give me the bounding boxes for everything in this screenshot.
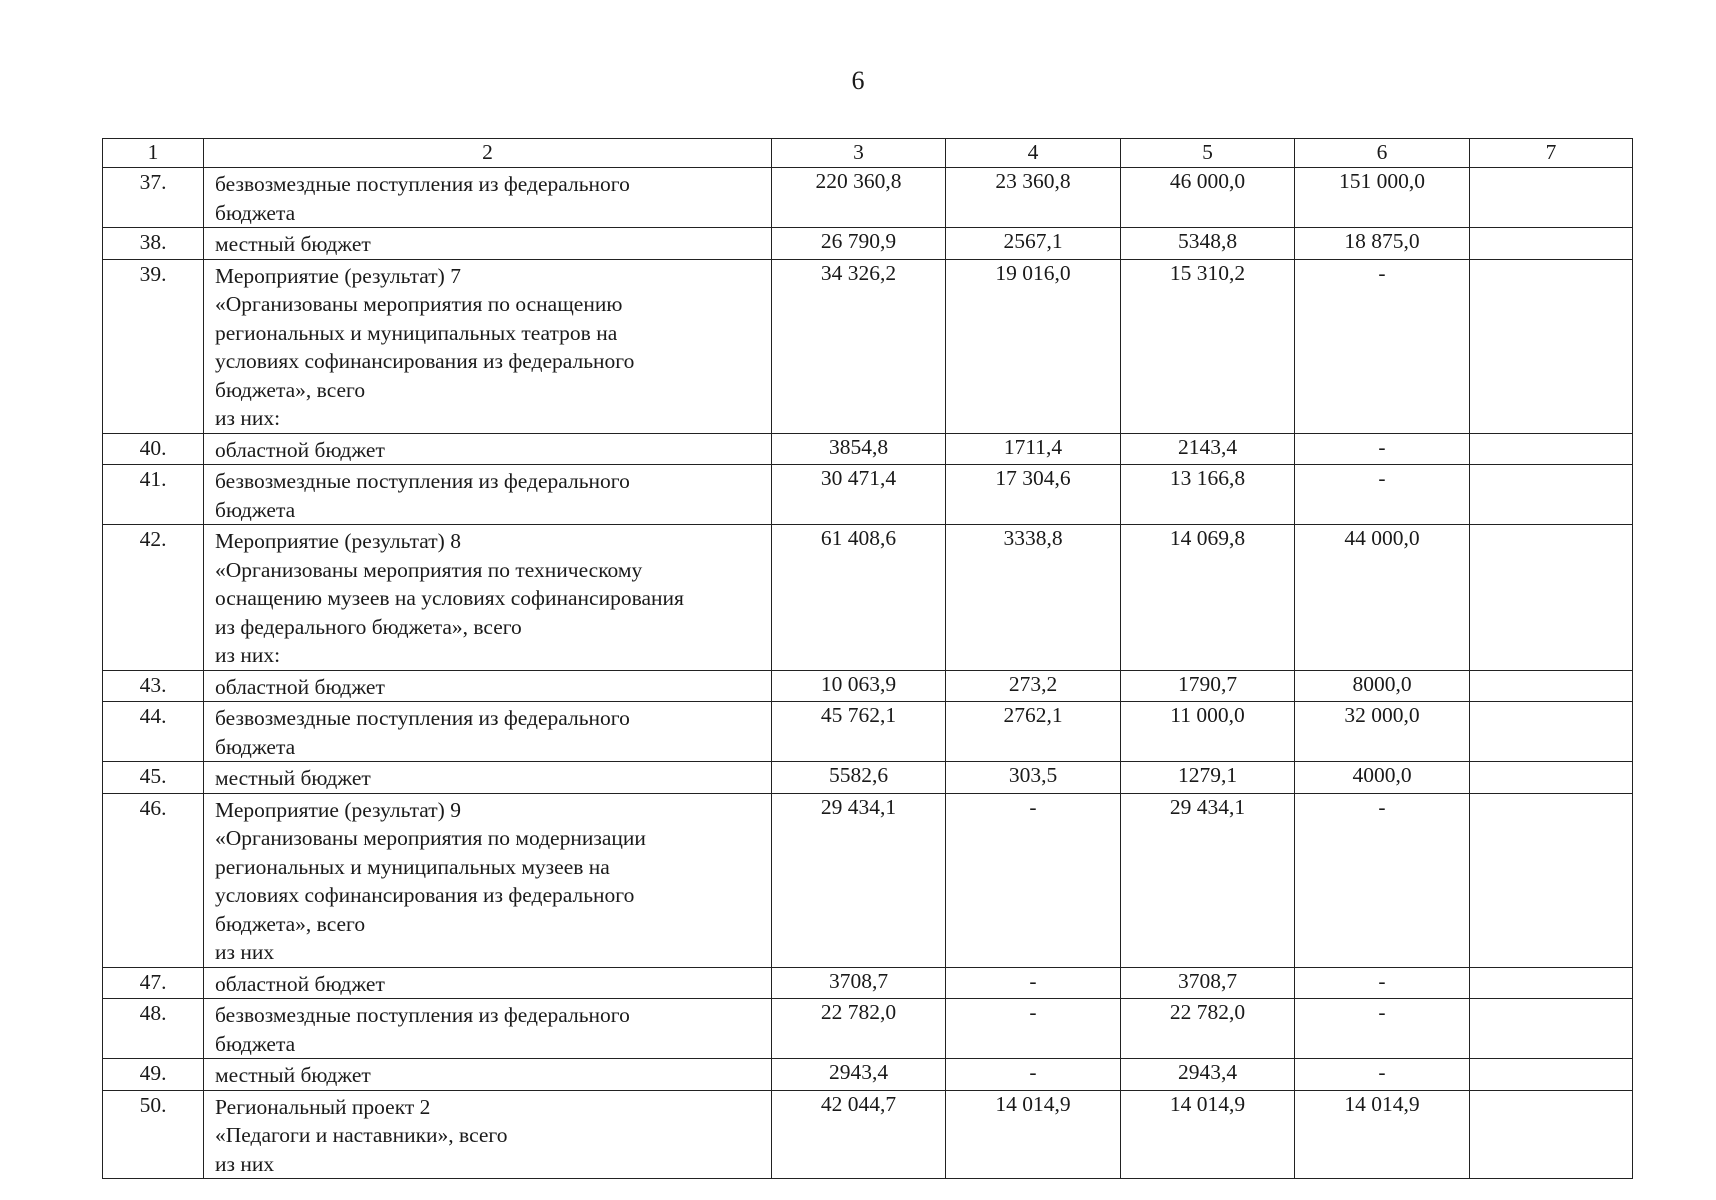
value-cell-v5: 14 014,9 [1121, 1090, 1295, 1179]
table-row [103, 1059, 1633, 1091]
row-number: 42. [103, 525, 204, 671]
row-description [204, 762, 772, 794]
description-line: местный бюджет [215, 766, 371, 790]
page-number: 6 [851, 66, 865, 95]
description-line: из федерального бюджета», всего [215, 614, 522, 639]
value-cell-v6: - [1295, 967, 1470, 999]
value-cell-v6: 8000,0 [1295, 670, 1470, 702]
row-number: 37. [103, 168, 204, 228]
value-cell-v6: 4000,0 [1295, 762, 1470, 794]
value-cell-v3: 29 434,1 [772, 793, 946, 967]
value-cell-v3: 34 326,2 [772, 259, 946, 433]
description-line: региональных и муниципальных театров на [215, 320, 618, 345]
row-number: 46. [103, 793, 204, 967]
value-cell-v4: - [946, 967, 1121, 999]
description-line: бюджета», всего [215, 377, 366, 402]
value-cell-v7 [1470, 465, 1633, 525]
row-description [204, 259, 772, 433]
value-cell-v6: - [1295, 259, 1470, 433]
description-line: безвозмездные поступления из федерального [215, 1003, 630, 1027]
budget-table [102, 138, 1633, 1179]
column-header: 5 [1121, 139, 1295, 168]
description-line: из них [215, 940, 275, 964]
value-cell-v6: 14 014,9 [1295, 1090, 1470, 1179]
description-line: бюджета [215, 200, 296, 225]
value-cell-v7 [1470, 228, 1633, 260]
table-row [103, 525, 1633, 671]
description-line: «Организованы мероприятия по оснащению [215, 292, 623, 316]
value-cell-v5: 22 782,0 [1121, 999, 1295, 1059]
value-cell-v4: 3338,8 [946, 525, 1121, 671]
description-line: Мероприятие (результат) 8 [215, 529, 461, 553]
value-cell-v4: 14 014,9 [946, 1090, 1121, 1179]
value-cell-v4: 23 360,8 [946, 168, 1121, 228]
value-cell-v3: 5582,6 [772, 762, 946, 794]
column-header: 2 [204, 139, 772, 168]
description-line: условиях софинансирования из федерального [215, 349, 635, 373]
description-line: безвозмездные поступления из федерального [215, 706, 630, 730]
table-row [103, 1090, 1633, 1179]
description-line: «Организованы мероприятия по модернизации [215, 826, 646, 850]
value-cell-v5: 2143,4 [1121, 433, 1295, 465]
row-description [204, 967, 772, 999]
value-cell-v7 [1470, 702, 1633, 762]
row-number: 48. [103, 999, 204, 1059]
description-line: местный бюджет [215, 1063, 371, 1087]
row-description [204, 670, 772, 702]
value-cell-v3: 61 408,6 [772, 525, 946, 671]
row-description [204, 1090, 772, 1179]
value-cell-v4: 17 304,6 [946, 465, 1121, 525]
value-cell-v6: 151 000,0 [1295, 168, 1470, 228]
row-description [204, 433, 772, 465]
description-line: из них [215, 1151, 275, 1176]
row-number: 38. [103, 228, 204, 260]
value-cell-v7 [1470, 433, 1633, 465]
value-cell-v4: - [946, 1059, 1121, 1091]
description-line: бюджета [215, 734, 296, 759]
table-row [103, 433, 1633, 465]
value-cell-v4: - [946, 999, 1121, 1059]
value-cell-v7 [1470, 1059, 1633, 1091]
value-cell-v3: 42 044,7 [772, 1090, 946, 1179]
value-cell-v5: 13 166,8 [1121, 465, 1295, 525]
description-line: Мероприятие (результат) 7 [215, 263, 461, 288]
value-cell-v3: 10 063,9 [772, 670, 946, 702]
column-header: 6 [1295, 139, 1470, 168]
value-cell-v5: 1279,1 [1121, 762, 1295, 794]
table-row [103, 670, 1633, 702]
value-cell-v7 [1470, 168, 1633, 228]
row-description [204, 465, 772, 525]
row-number: 44. [103, 702, 204, 762]
value-cell-v4: 2567,1 [946, 228, 1121, 260]
value-cell-v4: 303,5 [946, 762, 1121, 794]
value-cell-v5: 46 000,0 [1121, 168, 1295, 228]
value-cell-v7 [1470, 999, 1633, 1059]
value-cell-v3: 3854,8 [772, 433, 946, 465]
description-line: Мероприятие (результат) 9 [215, 797, 461, 822]
row-number: 45. [103, 762, 204, 794]
value-cell-v6: - [1295, 999, 1470, 1059]
table-row [103, 259, 1633, 433]
table-row [103, 999, 1633, 1059]
row-number: 41. [103, 465, 204, 525]
value-cell-v7 [1470, 793, 1633, 967]
value-cell-v6: - [1295, 433, 1470, 465]
row-description [204, 1059, 772, 1091]
table-row [103, 793, 1633, 967]
table-row [103, 168, 1633, 228]
description-line: «Организованы мероприятия по техническому [215, 557, 643, 582]
row-description [204, 525, 772, 671]
value-cell-v5: 3708,7 [1121, 967, 1295, 999]
table-row [103, 228, 1633, 260]
row-number: 43. [103, 670, 204, 702]
value-cell-v7 [1470, 525, 1633, 671]
row-description [204, 793, 772, 967]
value-cell-v6: 44 000,0 [1295, 525, 1470, 671]
description-line: «Педагоги и наставники», всего [215, 1123, 508, 1147]
row-number: 39. [103, 259, 204, 433]
row-number: 49. [103, 1059, 204, 1091]
row-number: 50. [103, 1090, 204, 1179]
value-cell-v4: 273,2 [946, 670, 1121, 702]
value-cell-v7 [1470, 762, 1633, 794]
value-cell-v6: - [1295, 793, 1470, 967]
table-row [103, 967, 1633, 999]
description-line: областной бюджет [215, 971, 385, 996]
description-line: из них: [215, 643, 281, 667]
description-line: областной бюджет [215, 437, 385, 462]
value-cell-v7 [1470, 259, 1633, 433]
description-line: бюджета [215, 497, 296, 522]
description-line: безвозмездные поступления из федерального [215, 172, 630, 196]
value-cell-v4: 2762,1 [946, 702, 1121, 762]
value-cell-v4: 19 016,0 [946, 259, 1121, 433]
description-line: бюджета», всего [215, 911, 366, 936]
value-cell-v5: 29 434,1 [1121, 793, 1295, 967]
value-cell-v5: 14 069,8 [1121, 525, 1295, 671]
value-cell-v6: - [1295, 1059, 1470, 1091]
value-cell-v3: 26 790,9 [772, 228, 946, 260]
value-cell-v5: 2943,4 [1121, 1059, 1295, 1091]
value-cell-v6: - [1295, 465, 1470, 525]
description-line: областной бюджет [215, 674, 385, 699]
description-line: региональных и муниципальных музеев на [215, 854, 610, 879]
description-line: местный бюджет [215, 232, 371, 256]
value-cell-v6: 18 875,0 [1295, 228, 1470, 260]
description-line: безвозмездные поступления из федерального [215, 469, 630, 493]
description-line: условиях софинансирования из федерального [215, 883, 635, 907]
value-cell-v3: 30 471,4 [772, 465, 946, 525]
value-cell-v7 [1470, 1090, 1633, 1179]
value-cell-v7 [1470, 967, 1633, 999]
value-cell-v4: - [946, 793, 1121, 967]
value-cell-v3: 45 762,1 [772, 702, 946, 762]
description-line: из них: [215, 406, 281, 430]
column-header: 7 [1470, 139, 1633, 168]
column-header: 3 [772, 139, 946, 168]
table-row [103, 762, 1633, 794]
row-number: 47. [103, 967, 204, 999]
table-header-row [103, 139, 1633, 168]
value-cell-v5: 1790,7 [1121, 670, 1295, 702]
row-description [204, 228, 772, 260]
value-cell-v5: 11 000,0 [1121, 702, 1295, 762]
value-cell-v4: 1711,4 [946, 433, 1121, 465]
value-cell-v3: 220 360,8 [772, 168, 946, 228]
description-line: Региональный проект 2 [215, 1094, 431, 1119]
value-cell-v5: 5348,8 [1121, 228, 1295, 260]
value-cell-v6: 32 000,0 [1295, 702, 1470, 762]
description-line: бюджета [215, 1031, 296, 1056]
value-cell-v7 [1470, 670, 1633, 702]
row-description [204, 702, 772, 762]
value-cell-v5: 15 310,2 [1121, 259, 1295, 433]
row-description [204, 168, 772, 228]
description-line: оснащению музеев на условиях софинансирования [215, 586, 684, 610]
value-cell-v3: 2943,4 [772, 1059, 946, 1091]
column-header: 1 [103, 139, 204, 168]
value-cell-v3: 3708,7 [772, 967, 946, 999]
row-number: 40. [103, 433, 204, 465]
table-row [103, 465, 1633, 525]
value-cell-v3: 22 782,0 [772, 999, 946, 1059]
table-row [103, 702, 1633, 762]
column-header: 4 [946, 139, 1121, 168]
row-description [204, 999, 772, 1059]
